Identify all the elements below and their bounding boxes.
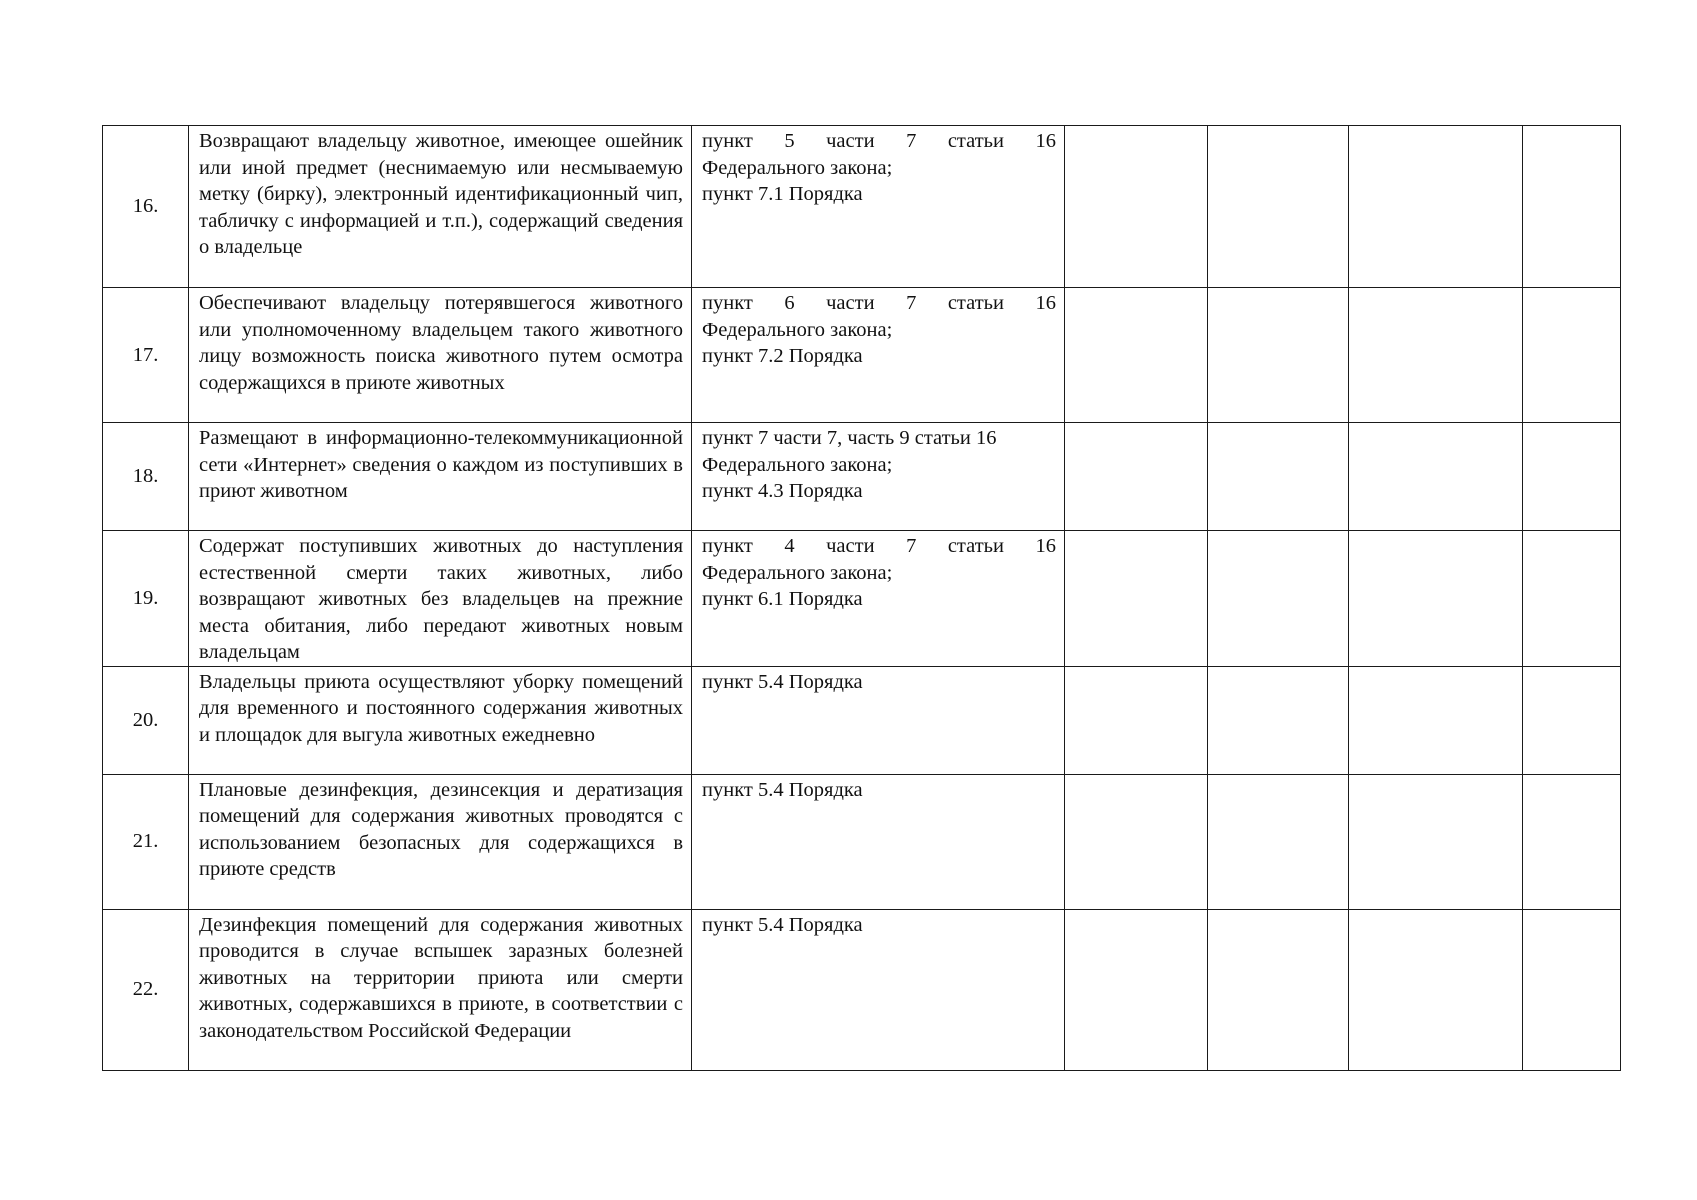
notes-cell — [1523, 666, 1621, 774]
requirement-text: Содержат поступивших животных до наступления естественной смерти таких животных, либо возвращают животных без владельцев на прежние места обитания, либо передают животных новым владельцам — [189, 531, 692, 667]
notes-cell — [1523, 126, 1621, 288]
answer-cell-no — [1208, 126, 1349, 288]
answer-cell-yes — [1065, 909, 1208, 1070]
answer-cell-not-applicable — [1349, 909, 1523, 1070]
answer-cell-yes — [1065, 126, 1208, 288]
table-row — [103, 666, 1621, 774]
legal-reference — [692, 666, 1065, 774]
answer-cell-yes — [1065, 531, 1208, 667]
reference-line: пункт 5.4 Порядка — [702, 670, 863, 693]
legal-reference — [692, 288, 1065, 423]
legal-reference — [692, 126, 1065, 288]
row-number: 21. — [103, 774, 189, 909]
reference-line: Федерального закона; — [702, 318, 893, 341]
answer-cell-not-applicable — [1349, 666, 1523, 774]
reference-line: пункт 7 части 7, часть 9 статьи 16 — [702, 427, 997, 449]
reference-line: Федерального закона; — [702, 156, 893, 179]
table-row — [103, 531, 1621, 667]
notes-cell — [1523, 909, 1621, 1070]
reference-line: пункт 5.4 Порядка — [702, 913, 863, 936]
reference-line: пункт 7.2 Порядка — [702, 345, 863, 367]
reference-line: пункт 7.1 Порядка — [702, 183, 863, 205]
row-number: 19. — [103, 531, 189, 667]
answer-cell-yes — [1065, 288, 1208, 423]
notes-cell — [1523, 423, 1621, 531]
reference-line: пункт 5 части 7 статьи 16 — [702, 130, 1056, 152]
reference-line: пункт 6 части 7 статьи 16 — [702, 292, 1056, 314]
answer-cell-no — [1208, 288, 1349, 423]
reference-line: Федерального закона; — [702, 561, 893, 584]
requirement-text: Обеспечивают владельцу потерявшегося животного или уполномоченному владельцем такого животного лицу возможность поиска животного путем осмотра содержащихся в приюте животных — [189, 288, 692, 423]
row-number: 22. — [103, 909, 189, 1070]
answer-cell-not-applicable — [1349, 774, 1523, 909]
notes-cell — [1523, 531, 1621, 667]
notes-cell — [1523, 774, 1621, 909]
answer-cell-yes — [1065, 666, 1208, 774]
legal-reference — [692, 774, 1065, 909]
answer-cell-not-applicable — [1349, 531, 1523, 667]
answer-cell-not-applicable — [1349, 126, 1523, 288]
answer-cell-no — [1208, 531, 1349, 667]
legal-reference — [692, 909, 1065, 1070]
reference-line: пункт 4 части 7 статьи 16 — [702, 535, 1056, 557]
requirement-text: Владельцы приюта осуществляют уборку помещений для временного и постоянного содержания животных и площадок для выгула животных ежедневно — [189, 666, 692, 774]
requirement-text: Плановые дезинфекция, дезинсекция и дератизация помещений для содержания животных проводятся с использованием безопасных для содержащихся в приюте средств — [189, 774, 692, 909]
table-row — [103, 288, 1621, 423]
reference-line: пункт 5.4 Порядка — [702, 778, 863, 801]
checklist-table — [102, 125, 1621, 1071]
answer-cell-no — [1208, 774, 1349, 909]
answer-cell-yes — [1065, 774, 1208, 909]
reference-line: Федерального закона; — [702, 453, 893, 476]
row-number: 20. — [103, 666, 189, 774]
answer-cell-no — [1208, 423, 1349, 531]
legal-reference — [692, 531, 1065, 667]
row-number: 16. — [103, 126, 189, 288]
row-number: 17. — [103, 288, 189, 423]
reference-line: пункт 4.3 Порядка — [702, 480, 863, 502]
requirement-text: Размещают в информационно-телекоммуникационной сети «Интернет» сведения о каждом из поступивших в приют животном — [189, 423, 692, 531]
table-row — [103, 774, 1621, 909]
answer-cell-no — [1208, 909, 1349, 1070]
requirement-text: Возвращают владельцу животное, имеющее ошейник или иной предмет (неснимаемую или несмываемую метку (бирку), электронный идентификационный чип, табличку с информацией и т.п.), содержащий сведения о владельце — [189, 126, 692, 288]
table-row — [103, 909, 1621, 1070]
requirement-text: Дезинфекция помещений для содержания животных проводится в случае вспышек заразных болезней животных на территории приюта или смерти животных, содержавшихся в приюте, в соответствии с законодательством Российской Федерации — [189, 909, 692, 1070]
answer-cell-not-applicable — [1349, 288, 1523, 423]
table-row — [103, 126, 1621, 288]
reference-line: пункт 6.1 Порядка — [702, 588, 863, 610]
answer-cell-not-applicable — [1349, 423, 1523, 531]
notes-cell — [1523, 288, 1621, 423]
answer-cell-no — [1208, 666, 1349, 774]
answer-cell-yes — [1065, 423, 1208, 531]
table-row — [103, 423, 1621, 531]
legal-reference — [692, 423, 1065, 531]
row-number: 18. — [103, 423, 189, 531]
